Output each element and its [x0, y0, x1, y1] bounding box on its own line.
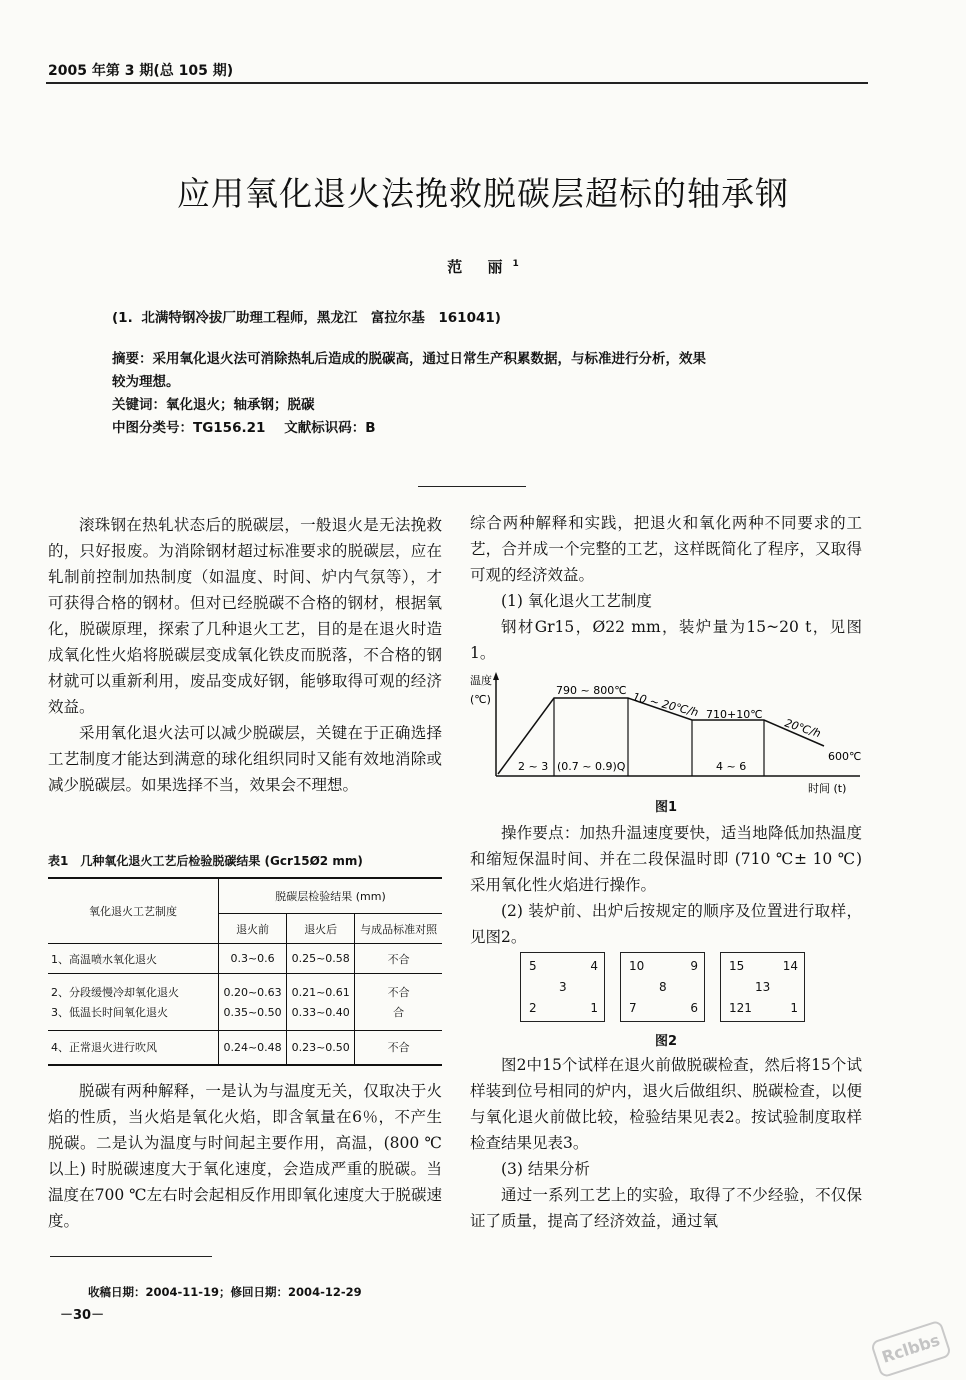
- table-cell: 0.25~0.58: [287, 944, 355, 974]
- table-cell: 0.33~0.40: [287, 1002, 355, 1031]
- affiliation: (1. 北满特钢冷拔厂助理工程师，黑龙江 富拉尔基 161041): [112, 310, 501, 326]
- table-row: [48, 944, 442, 974]
- heading-results: (3) 结果分析: [501, 1160, 590, 1178]
- heading-sampling: (2) 装炉前、出炉后按规定的顺序及位置进行取样，见图2。: [470, 902, 862, 946]
- classification-label: 中图分类号：: [112, 420, 193, 436]
- sample-number: 9: [690, 959, 698, 973]
- sample-number: 8: [659, 980, 667, 994]
- left-column-lower: [48, 1078, 442, 1234]
- sample-number: 1: [790, 1001, 798, 1015]
- sample-number: 13: [755, 980, 771, 994]
- paragraph-combined: 综合两种解释和实践，把退火和氧化两种不同要求的工艺，合并成一个完整的工艺，这样既简化了程序，又取得可观的经济效益。: [470, 514, 862, 584]
- fig1-label-peak: 790 ~ 800℃: [556, 684, 627, 697]
- left-column: [48, 512, 442, 798]
- section-separator: [418, 486, 526, 487]
- right-column: [470, 510, 862, 666]
- paragraph-intro: 滚珠钢在热轧状态后的脱碳层，一般退火是无法挽救的，只好报废。为消除钢材超过标准要求的脱碳层，应在轧制前控制加热制度（如温度、时间、炉内气氛等），才可获得合格的钢材。但对已经脱碳不合格的钢材，根据氧化，脱碳原理，探索了几种退火工艺，目的是在退火时造成氧化性火焰将脱碳层变成氧化铁皮而脱落，不合格的钢材就可以重新利用，废品变成好钢，能够取得可观的经济效益。: [48, 516, 442, 716]
- fig1-seg-3: 4 ~ 6: [716, 760, 747, 773]
- fig1-label-hold: 710+10℃: [706, 708, 763, 721]
- fig1-xlabel: 时间 (t): [808, 782, 847, 795]
- figure1-annealing-curve: [468, 668, 868, 798]
- table1: [48, 877, 442, 1066]
- heading-annealing: (1) 氧化退火工艺制度: [501, 592, 652, 610]
- sample-box: [620, 952, 705, 1022]
- table-row: [48, 974, 442, 1003]
- fig1-y-arrow: [493, 672, 499, 680]
- right-column-mid: [470, 820, 862, 950]
- paragraph-samples: 图2中15个试样在退火前做脱碳检查，然后将15个试样装到位号相同的炉内，退火后做组织、脱碳检查，以便与氧化退火前做比较，检验结果见表2。按试验制度取样检查结果见表3。: [470, 1056, 862, 1152]
- author-sup: 1: [512, 259, 519, 269]
- author-name: 范 丽: [447, 258, 513, 276]
- table-cell: 0.23~0.50: [287, 1031, 355, 1065]
- fig1-label-end: 600℃: [828, 750, 862, 763]
- abstract-text-1: 采用氧化退火法可消除热轧后造成的脱碳高，通过日常生产积累数据，与标准进行分析，效果: [152, 351, 706, 367]
- fig1-seg-2: (0.7 ~ 0.9)Q: [557, 760, 626, 773]
- abstract: [112, 348, 706, 440]
- paragraph-material: 钢材Gr15，Ø22 mm，装炉量为15~20 t，见图1。: [470, 618, 862, 662]
- keywords-label: 关键词：: [112, 397, 166, 413]
- table1-col-before: 退火前: [219, 914, 287, 944]
- document-code: B: [365, 420, 376, 436]
- sample-number: 2: [529, 1001, 537, 1015]
- header-rule: [46, 82, 868, 84]
- figure1-caption: 图1: [654, 800, 678, 815]
- table-cell: 不合: [387, 952, 410, 966]
- sample-number: 14: [782, 959, 798, 973]
- figure2-caption: 图2: [654, 1034, 678, 1049]
- document-code-label: 文献标识码：: [284, 420, 366, 436]
- keywords: 氧化退火；轴承钢；脱碳: [166, 397, 315, 413]
- table-cell: 1、高温喷水氧化退火: [48, 944, 219, 974]
- article-title: 应用氧化退火法挽救脱碳层超标的轴承钢: [177, 174, 789, 213]
- table-cell: 2、分段缓慢冷却氧化退火: [48, 974, 219, 1003]
- sample-box: [520, 952, 605, 1022]
- sample-number: 10: [629, 959, 645, 973]
- fig1-ylabel-1: 温度: [470, 674, 492, 687]
- sample-number: 6: [690, 1001, 698, 1015]
- table-row: [48, 1031, 442, 1065]
- table-cell: 不合: [387, 1041, 410, 1055]
- watermark-logo: Rclbbs: [870, 1319, 952, 1378]
- table1-col-group: 脱碳层检验结果 (mm): [219, 878, 443, 914]
- table-cell: 4、正常退火进行吹风: [48, 1031, 219, 1065]
- author: [0, 256, 966, 277]
- table-cell: 合: [393, 1006, 405, 1019]
- sample-number: 1: [590, 1001, 598, 1015]
- table-cell: 0.3~0.6: [219, 944, 287, 974]
- footnote-rule: [50, 1256, 212, 1257]
- table1-col-after: 退火后: [287, 914, 355, 944]
- table-cell: 0.20~0.63: [219, 974, 287, 1003]
- sample-number: 7: [629, 1001, 637, 1015]
- page-number: －30－: [60, 1308, 105, 1323]
- fig1-ylabel-2: (℃): [470, 693, 491, 706]
- sample-number: 3: [559, 980, 567, 994]
- table1-col-compare: 与成品标准对照: [355, 914, 442, 944]
- fig1-seg-1: 2 ~ 3: [518, 760, 549, 773]
- sample-number: 15: [729, 959, 745, 973]
- sample-box: [720, 952, 805, 1022]
- abstract-text-2: 较为理想。: [112, 374, 180, 390]
- table1-caption: 表1 几种氧化退火工艺后检验脱碳结果 (Gcr15Ø2 mm): [48, 854, 363, 868]
- table1-col-process: 氧化退火工艺制度: [48, 878, 219, 944]
- paragraph-method: 采用氧化退火法可以减少脱碳层，关键在于正确选择工艺制度才能达到满意的球化组织同时又能有效地消除或减少脱碳层。如果选择不当，效果会不理想。: [48, 724, 442, 794]
- sample-number: 5: [529, 959, 537, 973]
- table-cell: 0.24~0.48: [219, 1031, 287, 1065]
- fig1-label-rate2: 20℃/h: [783, 716, 823, 741]
- table-cell: 3、低温长时间氧化退火: [48, 1002, 219, 1031]
- table-cell: 0.35~0.50: [219, 1002, 287, 1031]
- journal-issue-header: 2005 年第 3 期(总 105 期): [48, 63, 234, 79]
- paragraph-decarb: 脱碳有两种解释，一是认为与温度无关，仅取决于火焰的性质，当火焰是氧化火焰，即含氧量在6％，不产生脱碳。二是认为温度与时间起主要作用，高温，(800 ℃以上) 时脱碳速度大于氧化速度，会造成严重的脱碳。当温度在700 ℃左右时会起相反作用即氧化速度大于脱碳速度。: [48, 1082, 442, 1230]
- sample-number: 121: [729, 1001, 752, 1015]
- table-row: [48, 1002, 442, 1031]
- sample-number: 4: [590, 959, 598, 973]
- paragraph-operation: 操作要点：加热升温速度要快，适当地降低加热温度和缩短保温时间、并在二段保温时即 (710 ℃± 10 ℃) 采用氧化性火焰进行操作。: [470, 824, 862, 894]
- received-dates: 收稿日期：2004-11-19；修回日期：2004-12-29: [88, 1285, 362, 1299]
- abstract-label: 摘要：: [112, 351, 153, 367]
- paragraph-results: 通过一系列工艺上的实验，取得了不少经验，不仅保证了质量，提高了经济效益，通过氧: [470, 1186, 862, 1230]
- fig1-label-rate1: 10 ~ 20℃/h: [631, 690, 700, 720]
- right-column-lower: [470, 1052, 862, 1234]
- table-cell: 0.21~0.61: [287, 974, 355, 1003]
- table1-block: [48, 852, 444, 1066]
- table-cell: 不合: [387, 986, 410, 999]
- classification-code: TG156.21: [193, 420, 266, 436]
